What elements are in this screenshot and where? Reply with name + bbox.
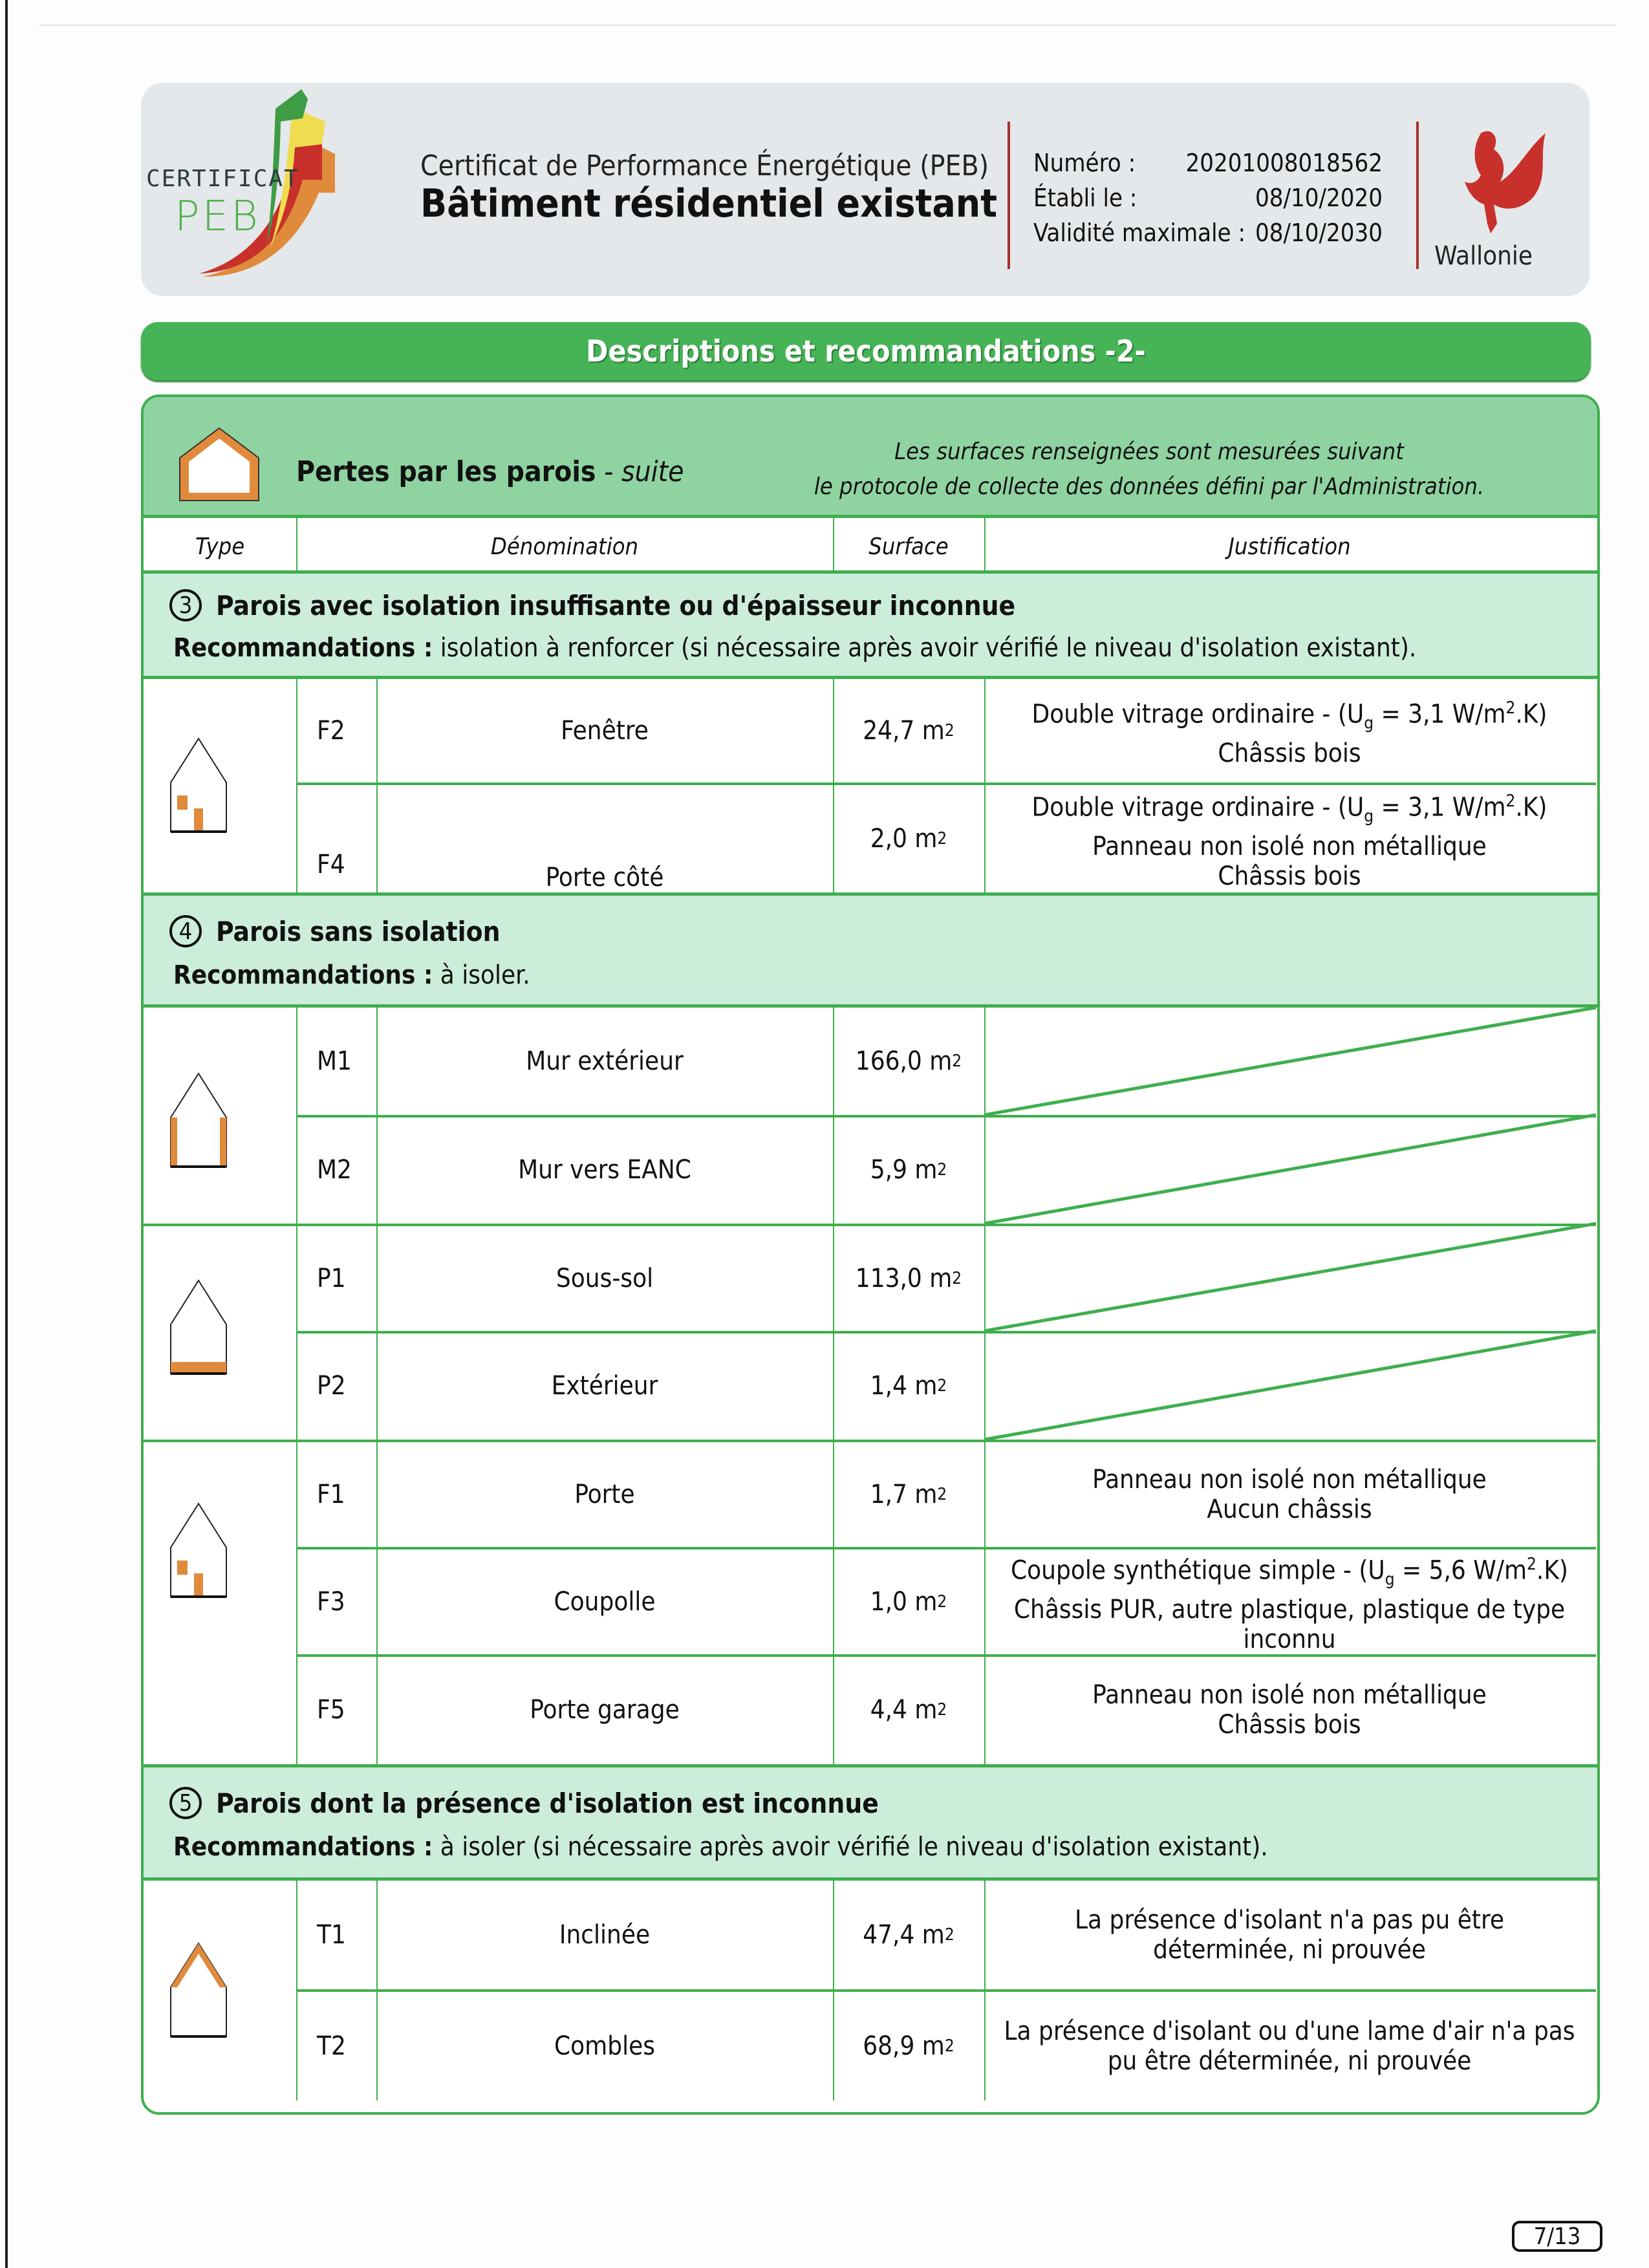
panel-note: Les surfaces renseignées sont mesurées suivant le protocole de collecte des données défini par l'Administration. <box>814 438 1485 500</box>
certificate-number: 20201008018562 <box>1185 149 1383 177</box>
table-header <box>144 518 1597 574</box>
wall-losses-panel <box>141 394 1600 2115</box>
section-title-bar <box>141 322 1591 380</box>
panel-title: Pertes par les parois - suite <box>296 455 684 488</box>
group-5-header: 5 Parois dont la présence d'isolation est inconnue Recommandations : à isoler (si nécessaire après avoir vérifié le niveau d'isolation existant). <box>144 1764 1597 1881</box>
header-subtitle: Certificat de Performance Énergétique (PEB) <box>420 149 989 182</box>
region-label: Wallonie <box>1434 241 1533 271</box>
table-row: F3 Coupolle 1,0 m 2 Coupole synthétique simple - ($U_g = 5,6$ $W/m^2.K$) Châssis PUR, autre plastique, plastique de type inconnu <box>317 1555 1568 1654</box>
peb-logo <box>141 83 419 296</box>
page-number: 7/13 <box>1512 2221 1602 2252</box>
table-row: M2 Mur vers EANC 5,9 m 2 <box>317 1155 947 1185</box>
group-5-rows <box>144 1881 1597 2101</box>
col-type: Type <box>195 534 245 560</box>
table-row: F4 Porte côté 2,0 m 2 Double vitrage ordinaire - ($U_g = 3,1$ $W/m^2.K$) Panneau non isolé non métallique Châssis bois <box>317 792 1547 892</box>
header-divider <box>1008 122 1010 269</box>
col-denomination: Dénomination <box>490 534 639 560</box>
house-outline-icon <box>177 426 261 503</box>
certificate-meta <box>1033 149 1383 254</box>
table-row: F2 Fenêtre 24,7 m 2 Double vitrage ordinaire - ($U_g = 3,1$ $W/m^2.K$) Châssis bois <box>317 698 1547 768</box>
col-surface: Surface <box>868 534 949 560</box>
meta-etabli: Établi le : 08/10/2020 <box>1033 184 1383 219</box>
top-divider <box>39 25 1617 26</box>
logo-peb-text: PEB <box>175 193 261 241</box>
meta-numero: Numéro : 20201008018562 <box>1033 149 1383 184</box>
table-row: P2 Extérieur 1,4 m 2 <box>317 1371 947 1401</box>
wallonie-rooster-icon <box>1455 120 1558 243</box>
table-row: M1 Mur extérieur 166,0 m 2 <box>317 1046 962 1076</box>
group-number-badge: 4 <box>169 915 202 947</box>
panel-header <box>144 397 1597 518</box>
meta-validite: Validité maximale : 08/10/2030 <box>1033 219 1383 254</box>
table-row: T1 Inclinée 47,4 m 2 La présence d'isolant n'a pas pu être déterminée, ni prouvée <box>317 1905 1505 1965</box>
header-divider-2 <box>1416 122 1419 269</box>
header-title: Bâtiment résidentiel existant <box>420 181 998 226</box>
table-row: F1 Porte 1,7 m 2 Panneau non isolé non métallique Aucun châssis <box>317 1465 1487 1524</box>
section-title: Descriptions et recommandations -2- <box>586 334 1146 369</box>
table-row: P1 Sous-sol 113,0 m 2 <box>317 1264 962 1293</box>
group-4-rows <box>144 1008 1597 1764</box>
group-3-rows <box>144 679 1597 892</box>
certificate-header <box>141 83 1590 296</box>
table-row: T2 Combles 68,9 m 2 La présence d'isolant ou d'une lame d'air n'a pas pu être déterminée, ni prouvée <box>317 2016 1575 2076</box>
group-number-badge: 5 <box>169 1787 202 1819</box>
scan-edge <box>5 0 8 2268</box>
group-4-header: 4 Parois sans isolation Recommandations : à isoler. <box>144 892 1597 1008</box>
logo-certificat-text: CERTIFICAT <box>146 166 299 192</box>
group-number-badge: 3 <box>169 589 202 621</box>
col-justification: Justification <box>1228 534 1351 560</box>
expiry-date: 08/10/2030 <box>1255 219 1383 247</box>
group-3-header: 3 Parois avec isolation insuffisante ou d'épaisseur inconnue Recommandations : isolation à renforcer (si nécessaire après avoir vérifié le niveau d'isolation existant). <box>144 570 1597 679</box>
issue-date: 08/10/2020 <box>1255 184 1383 212</box>
table-row: F5 Porte garage 4,4 m 2 Panneau non isolé non métallique Châssis bois <box>317 1680 1487 1740</box>
